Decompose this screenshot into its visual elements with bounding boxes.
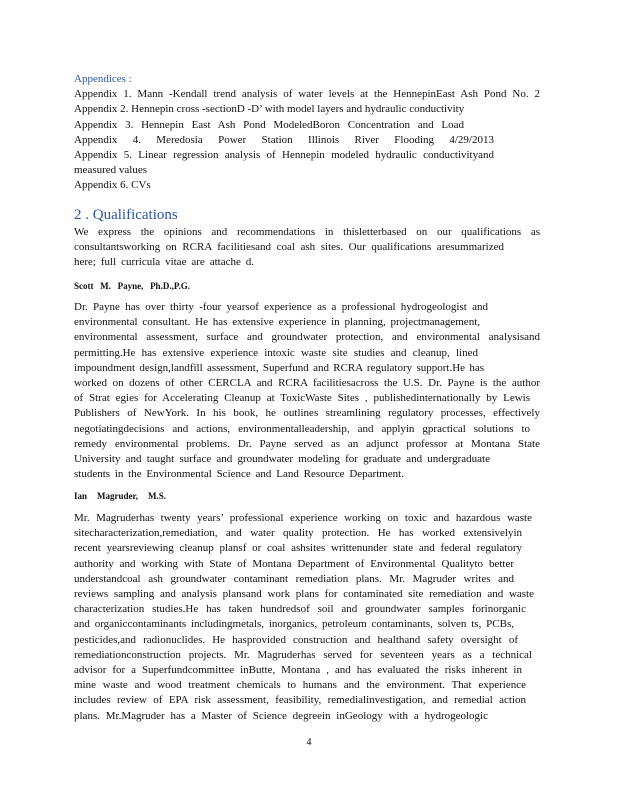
bio-line: permitting.He has extensive experience intoxic waste site studies and cleanup, lined bbox=[74, 346, 478, 359]
person-name: Scott M. Payne, Ph.D.,P.G. bbox=[74, 281, 190, 291]
appendix-line: Appendix 4. Meredosia Power Station Illinois River Flooding 4/29/2013 bbox=[74, 133, 494, 146]
appendices-list bbox=[74, 72, 540, 194]
appendices-heading: Appendices : bbox=[74, 73, 132, 85]
magruder-name-block bbox=[74, 490, 540, 503]
payne-name-block bbox=[74, 280, 540, 293]
bio-line: Mr. Magruderhas twenty years’ professional experience working on toxic and hazardous waste bbox=[74, 512, 532, 524]
appendix-line: Appendix 3. Hennepin East Ash Pond ModeledBoron Concentration and Load bbox=[74, 118, 464, 131]
bio-line: authority and working with State of Montana Department of Environmental Qualityto better bbox=[74, 557, 514, 570]
bio-line: understandcoal ash groundwater contaminant remediation plans. Mr. Magruder writes and bbox=[74, 572, 514, 585]
bio-line: mine waste and wood treatment chemicals to humans and the environment. That experience bbox=[74, 679, 526, 692]
intro-line: We express the opinions and recommendations in thisletterbased on our qualifications as bbox=[74, 226, 540, 238]
magruder-bio bbox=[74, 511, 540, 724]
bio-line: environmental assessment, surface and groundwater protection, and environmental analysisand bbox=[74, 331, 540, 344]
appendix-line: Appendix 6. CVs bbox=[74, 179, 151, 192]
appendix-line: Appendix 1. Mann -Kendall trend analysis of water levels at the HennepinEast Ash Pond No. 2 bbox=[74, 88, 540, 101]
bio-line: negotiatingdecisions and actions, environmentalleadership, and applyin gpractical solutions to bbox=[74, 422, 530, 435]
bio-line: remedy environmental problems. Dr. Payne served as an adjunct professor at Montana State bbox=[74, 437, 540, 450]
bio-line: pesticides,and radionuclides. He hasprovided construction and healthand safety oversight of bbox=[74, 633, 518, 646]
person-name: Ian Magruder, M.S. bbox=[74, 491, 166, 501]
bio-line: remediationconstruction projects. Mr. Magruderhas served for seventeen years as a technical bbox=[74, 648, 532, 661]
bio-line: includes review of EPA risk assessment, feasibility, remedialinvestigation, and remedial action bbox=[74, 694, 526, 707]
qualifications-section bbox=[74, 206, 540, 271]
bio-line: impoundment design,landfill assessment, Superfund and RCRA regulatory support.He has bbox=[74, 361, 484, 374]
bio-line: University and taught surface and groundwater modeling for graduate and undergraduate bbox=[74, 453, 490, 466]
bio-line: worked on dozens of other CERCLA and RCRA facilitiesacross the U.S. Dr. Payne is the author bbox=[74, 377, 540, 390]
page-number: 4 bbox=[306, 737, 312, 748]
appendix-line: measured values bbox=[74, 164, 147, 177]
bio-line: characterization studies.He has taken hundredsof soil and groundwater samples forinorganic bbox=[74, 603, 526, 616]
bio-line: sitecharacterization,remediation, and water quality protection. He has worked extensivelyin bbox=[74, 527, 522, 540]
appendix-line: Appendix 5. Linear regression analysis of Hennepin modeled hydraulic conductivityand bbox=[74, 149, 494, 162]
payne-bio bbox=[74, 300, 540, 482]
bio-line: Dr. Payne has over thirty -four yearsof experience as a professional hydrogeologist and bbox=[74, 301, 488, 313]
bio-line: advisor for a Superfundcommittee inButte, Montana , and has evaluated the risks inherent in bbox=[74, 664, 522, 677]
bio-line: students in the Environmental Science and Land Resource Department. bbox=[74, 468, 404, 481]
bio-line: environmental consultant. He has extensive experience in planning, projectmanagement, bbox=[74, 316, 480, 329]
section-title: 2 . Qualifications bbox=[74, 207, 178, 223]
bio-line: recent yearsreviewing cleanup plansf or coal ashsites writtenunder state and federal regulatory bbox=[74, 542, 522, 555]
intro-line: consultantsworking on RCRA facilitiesand coal ash sites. Our qualifications aresummarized bbox=[74, 241, 504, 254]
bio-line: of Strat egies for Accelerating Cleanup at ToxicWaste Sites , publishedinternationally by Lewis bbox=[74, 392, 530, 405]
appendix-line: Appendix 2. Hennepin cross -sectionD -D’ with model layers and hydraulic conductivity bbox=[74, 103, 465, 116]
bio-line: Publishers of NewYork. In his book, he outlines streamlining regulatory processes, effectively bbox=[74, 407, 540, 420]
bio-line: and organiccontaminants includingmetals, inorganics, petroleum contaminants, solven ts, PCBs, bbox=[74, 618, 514, 631]
intro-line: here; full curricula vitae are attache d. bbox=[74, 256, 254, 269]
bio-line: reviews sampling and analysis plansand work plans for contaminated site remediation and waste bbox=[74, 588, 534, 601]
bio-line: plans. Mr.Magruder has a Master of Science degreein inGeology with a hydrogeologic bbox=[74, 709, 488, 722]
